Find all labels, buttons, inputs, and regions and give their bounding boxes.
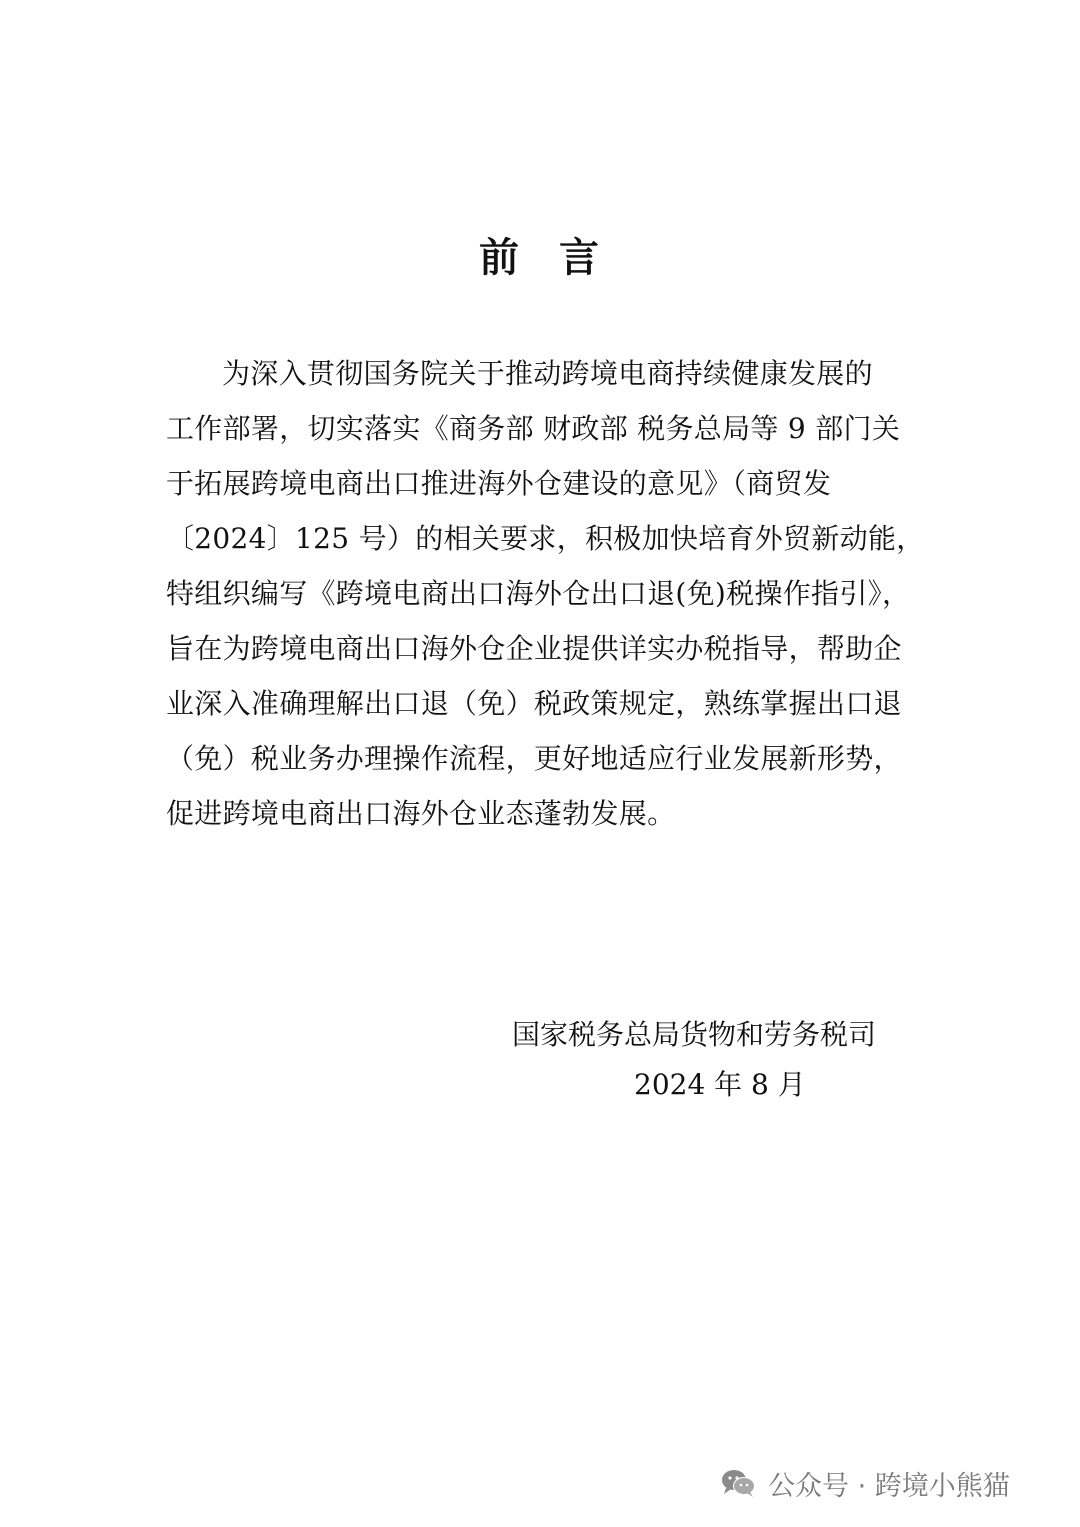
title-char-left: 前: [479, 234, 521, 281]
issuer-name: 国家税务总局货物和劳务税司: [512, 1018, 877, 1051]
issue-date: 2024 年 8 月: [634, 1068, 806, 1101]
paragraph-line: 于拓展跨境电商出口推进海外仓建设的意见》（商贸发: [166, 467, 832, 500]
signature-block: [512, 1010, 892, 1110]
paragraph-line: 工作部署，切实落实《商务部 财政部 税务总局等 9 部门关: [166, 412, 901, 445]
page-title: [0, 228, 1080, 288]
paragraph-line: 〔2024〕125 号）的相关要求，积极加快培育外贸新动能，: [166, 522, 925, 555]
paragraph-line: 为深入贯彻国务院关于推动跨境电商持续健康发展的: [222, 357, 873, 390]
wechat-icon: [720, 1466, 758, 1500]
paragraph-line: 旨在为跨境电商出口海外仓企业提供详实办税指导，帮助企: [166, 632, 902, 665]
paragraph-line: 促进跨境电商出口海外仓业态蓬勃发展。: [166, 797, 676, 830]
preface-paragraph: [166, 346, 925, 841]
watermark: [720, 1458, 1010, 1508]
watermark-text: 公众号 · 跨境小熊猫: [768, 1470, 1010, 1502]
title-char-right: 言: [559, 234, 601, 281]
paragraph-line: 业深入准确理解出口退（免）税政策规定，熟练掌握出口退: [166, 687, 902, 720]
paragraph-line: （免）税业务办理操作流程，更好地适应行业发展新形势，: [166, 742, 902, 775]
paragraph-line: 特组织编写《跨境电商出口海外仓出口退(免)税操作指引》，: [166, 577, 911, 610]
